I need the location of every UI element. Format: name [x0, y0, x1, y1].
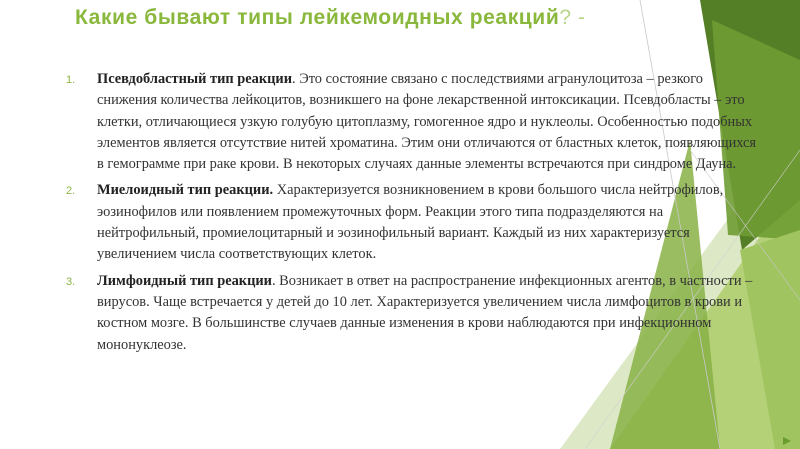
list-item-text: . Это состояние связано с последствиями агранулоцитоза – резкого снижения количества лейкоцитов, возникшего на фоне лекарственной интоксикации. Псевдобласты – это клетки, отличающиеся узкую голубую цитоплазму, гомогенное ядро и нуклеолы. Особенностью подобных элементов является отсутствие нитей хроматина. Этим они отличаются от бластных клеток, появляющихся в гемограмме при раке крови. В некоторых случаях данные элементы встречаются при синдроме Дауна.: [97, 71, 757, 173]
list-item-heading: Миелоидный тип реакции.: [97, 182, 274, 199]
slide-title: [75, 6, 795, 30]
slide-content: [64, 69, 764, 361]
list-item-number: 1.: [66, 74, 76, 86]
list-item-heading: Лимфоидный тип реакции: [97, 272, 272, 289]
list-item: [64, 271, 764, 356]
list-item: [64, 69, 764, 175]
slide-title-suffix: ? -: [559, 6, 586, 29]
list-item-text: Характеризуется возникновением в крови большого числа нейтрофилов, эозинофилов или появлением промежуточных форм. Реакции этого типа подразделяются на нейтрофильный, промиелоцитарный и эозинофильный вариант. Каждый из них характеризуется увеличением числа соответствующих клеток.: [97, 182, 724, 263]
list-item-number: 2.: [66, 185, 76, 198]
slide-title-text: Какие бывают типы лейкемоидных реакций: [75, 6, 560, 29]
list-item: [64, 180, 764, 265]
list-item-number: 3.: [66, 275, 76, 288]
list-item-text: . Возникает в ответ на распространение инфекционных агентов, в частности – вирусов. Чаще встречается у детей до 10 лет. Характеризуется увеличением числа лимфоцитов в крови и костном мозге. В большинстве случаев данные изменения в крови наблюдаются при инфекционном мононуклеозе.: [97, 272, 753, 353]
list-item-heading: Псевдобластный тип реакции: [97, 71, 293, 87]
